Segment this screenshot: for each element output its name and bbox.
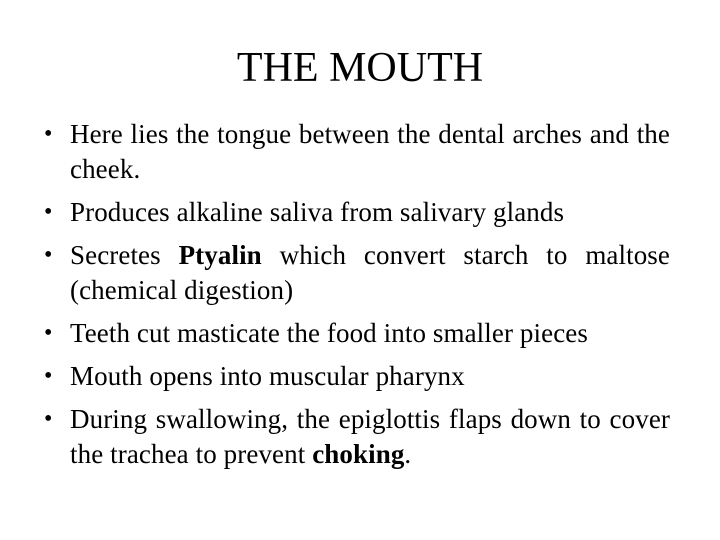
bullet-dot-icon: • bbox=[44, 121, 53, 147]
bullet-text-before: Secretes bbox=[70, 240, 179, 270]
bullet-text: Here lies the tongue between the dental arches and the cheek. bbox=[70, 119, 670, 184]
bullet-bold-term: choking bbox=[312, 439, 405, 469]
bullet-dot-icon: • bbox=[44, 406, 53, 432]
bullet-item bbox=[44, 402, 670, 472]
bullet-item bbox=[44, 238, 670, 308]
bullet-text: Produces alkaline saliva from salivary glands bbox=[70, 197, 565, 227]
bullet-text: Mouth opens into muscular pharynx bbox=[70, 361, 465, 391]
bullet-bold-term: Ptyalin bbox=[178, 240, 262, 270]
bullet-dot-icon: • bbox=[44, 199, 53, 225]
bullet-text: Teeth cut masticate the food into smaller pieces bbox=[70, 318, 588, 348]
bullet-dot-icon: • bbox=[44, 363, 53, 389]
bullet-dot-icon: • bbox=[44, 242, 53, 268]
bullet-list bbox=[44, 117, 670, 480]
bullet-item bbox=[44, 117, 670, 187]
bullet-dot-icon: • bbox=[44, 320, 53, 346]
bullet-text-before: During swallowing, the epiglottis flaps down to cover the trachea to prevent bbox=[70, 404, 670, 469]
bullet-item bbox=[44, 316, 670, 351]
bullet-text-after: . bbox=[404, 439, 412, 469]
bullet-item bbox=[44, 359, 670, 394]
bullet-item bbox=[44, 195, 670, 230]
slide-title: THE MOUTH bbox=[236, 45, 484, 91]
bullet-text-after: which convert starch to maltose (chemical digestion) bbox=[70, 240, 670, 305]
